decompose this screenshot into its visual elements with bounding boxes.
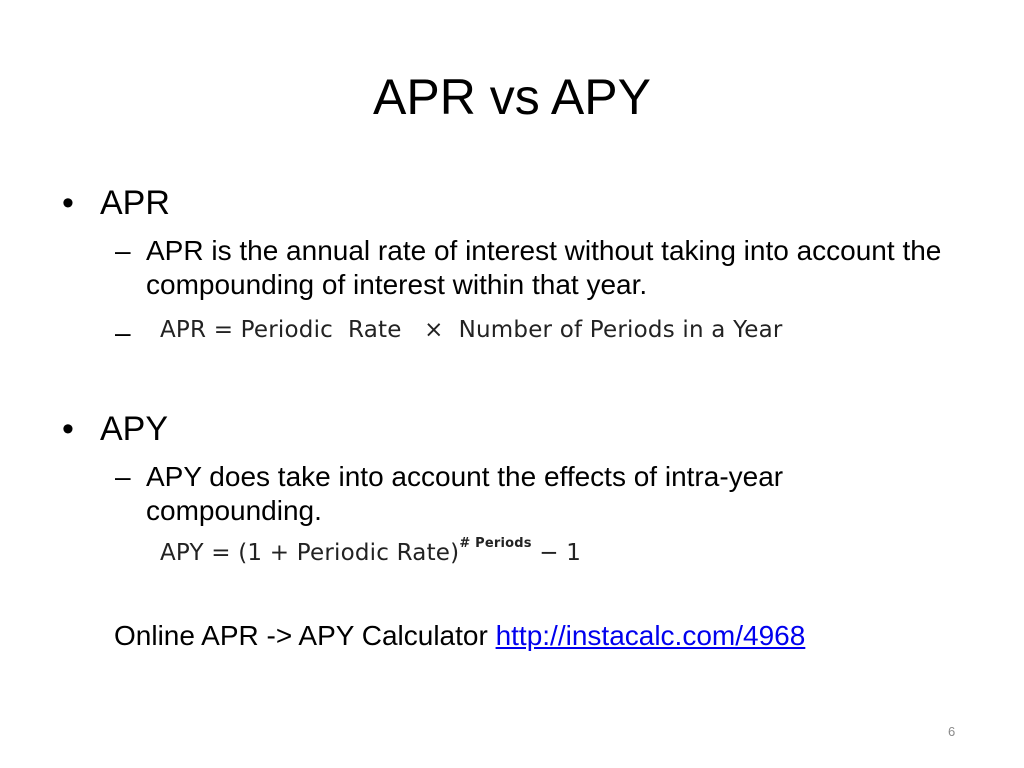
page-number: 6 (948, 724, 956, 739)
bullet-apr-label: APR (100, 184, 170, 222)
bullet-dot: • (62, 184, 74, 222)
apr-formula: APR = Periodic Rate × Number of Periods in a Year (160, 317, 783, 343)
dash: – (115, 461, 131, 492)
apy-formula (160, 536, 582, 566)
apy-formula-tail: − 1 (531, 540, 582, 566)
apr-description-text: APR is the annual rate of interest without taking into account the compounding of interest within that year. (146, 235, 942, 300)
calculator-link[interactable]: http://instacalc.com/4968 (495, 620, 806, 651)
apy-formula-base: APY = (1 + Periodic Rate) (160, 540, 460, 566)
calculator-text: Online APR -> APY Calculator (114, 620, 496, 651)
bullet-apy-label: APY (100, 410, 169, 448)
slide-title: APR vs APY (373, 69, 651, 125)
apy-description-text: APY does take into account the effects of intra-year compounding. (146, 461, 784, 526)
calculator-line (114, 618, 805, 654)
dash: – (115, 235, 131, 266)
bullet-dot: • (62, 410, 74, 448)
apy-formula-exponent: # Periods (459, 536, 532, 552)
dash: – (115, 317, 131, 348)
